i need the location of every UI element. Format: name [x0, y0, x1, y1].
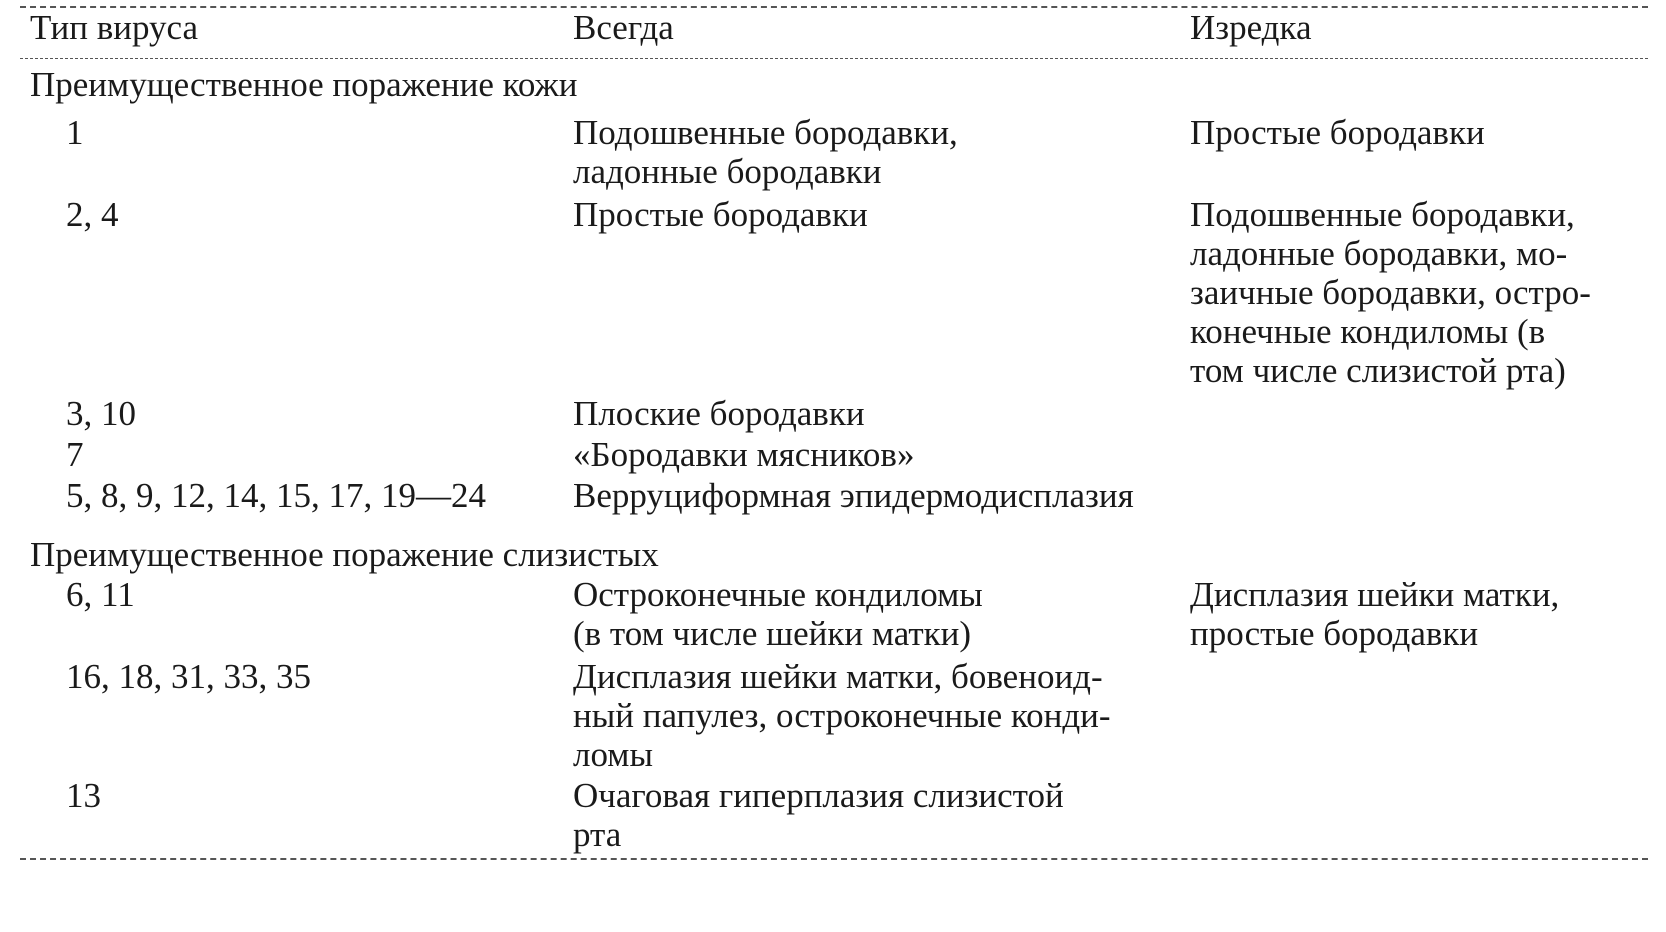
always-line: ладонные бородавки: [573, 152, 882, 191]
rarely-cell: [1190, 113, 1485, 152]
table-row: [20, 657, 1648, 776]
always-line: Дисплазия шейки матки, бовеноид-: [573, 657, 1103, 696]
header-always: Всегда: [573, 8, 674, 47]
rarely-line: Подошвенные бородавки,: [1190, 195, 1575, 234]
virus-type-cell: 3, 10: [66, 394, 136, 433]
always-cell: [573, 113, 958, 191]
table-row: [20, 195, 1648, 394]
always-cell: [573, 195, 868, 234]
table-row: [20, 394, 1648, 435]
bottom-rule: [20, 858, 1648, 860]
always-cell: [573, 476, 1134, 515]
hpv-types-table: [20, 6, 1648, 860]
rarely-line: том числе слизистой рта): [1190, 351, 1566, 390]
section-title-row: [20, 59, 1648, 113]
virus-type-cell: 1: [66, 113, 84, 152]
header-virus-type: Тип вируса: [30, 8, 199, 47]
always-line: Подошвенные бородавки,: [573, 113, 958, 152]
always-cell: [573, 776, 1064, 854]
always-cell: [573, 657, 1111, 774]
always-line: Очаговая гиперплазия слизистой: [573, 776, 1064, 815]
virus-type-cell: 5, 8, 9, 12, 14, 15, 17, 19—24: [66, 476, 486, 515]
rarely-cell: [1190, 195, 1591, 390]
rarely-line: ладонные бородавки, мо-: [1190, 234, 1568, 273]
table-row: [20, 435, 1648, 476]
always-line: ломы: [573, 735, 653, 774]
rarely-line: простые бородавки: [1190, 614, 1479, 653]
table-row: [20, 113, 1648, 195]
virus-type-cell: 6, 11: [66, 575, 135, 614]
always-line: рта: [573, 815, 622, 854]
section-title: Преимущественное поражение кожи: [30, 65, 578, 104]
table-row: [20, 476, 1648, 523]
table-body: [20, 59, 1648, 858]
virus-type-cell: 16, 18, 31, 33, 35: [66, 657, 311, 696]
rarely-line: Простые бородавки: [1190, 113, 1485, 152]
table-header-row: [20, 8, 1648, 58]
section-title: Преимущественное поражение слизистых: [30, 535, 659, 574]
virus-type-cell: 13: [66, 776, 101, 815]
table-row: [20, 575, 1648, 657]
table-row: [20, 776, 1648, 858]
virus-type-cell: 2, 4: [66, 195, 119, 234]
always-line: Простые бородавки: [573, 195, 868, 234]
always-line: «Бородавки мясников»: [573, 435, 915, 474]
always-line: Верруциформная эпидермодисплазия: [573, 476, 1134, 515]
always-cell: [573, 394, 865, 433]
always-cell: [573, 435, 914, 474]
header-rarely: Изредка: [1190, 8, 1312, 47]
rarely-line: Дисплазия шейки матки,: [1190, 575, 1560, 614]
rarely-line: конечные кондиломы (в: [1190, 312, 1546, 351]
always-cell: [573, 575, 983, 653]
virus-type-cell: 7: [66, 435, 84, 474]
always-line: Остроконечные кондиломы: [573, 575, 983, 614]
section-title-row: [20, 523, 1648, 575]
rarely-line: заичные бородавки, остро-: [1190, 273, 1591, 312]
always-line: Плоские бородавки: [573, 394, 865, 433]
always-line: ный папулез, остроконечные конди-: [573, 696, 1111, 735]
always-line: (в том числе шейки матки): [573, 614, 972, 653]
rarely-cell: [1190, 575, 1559, 653]
